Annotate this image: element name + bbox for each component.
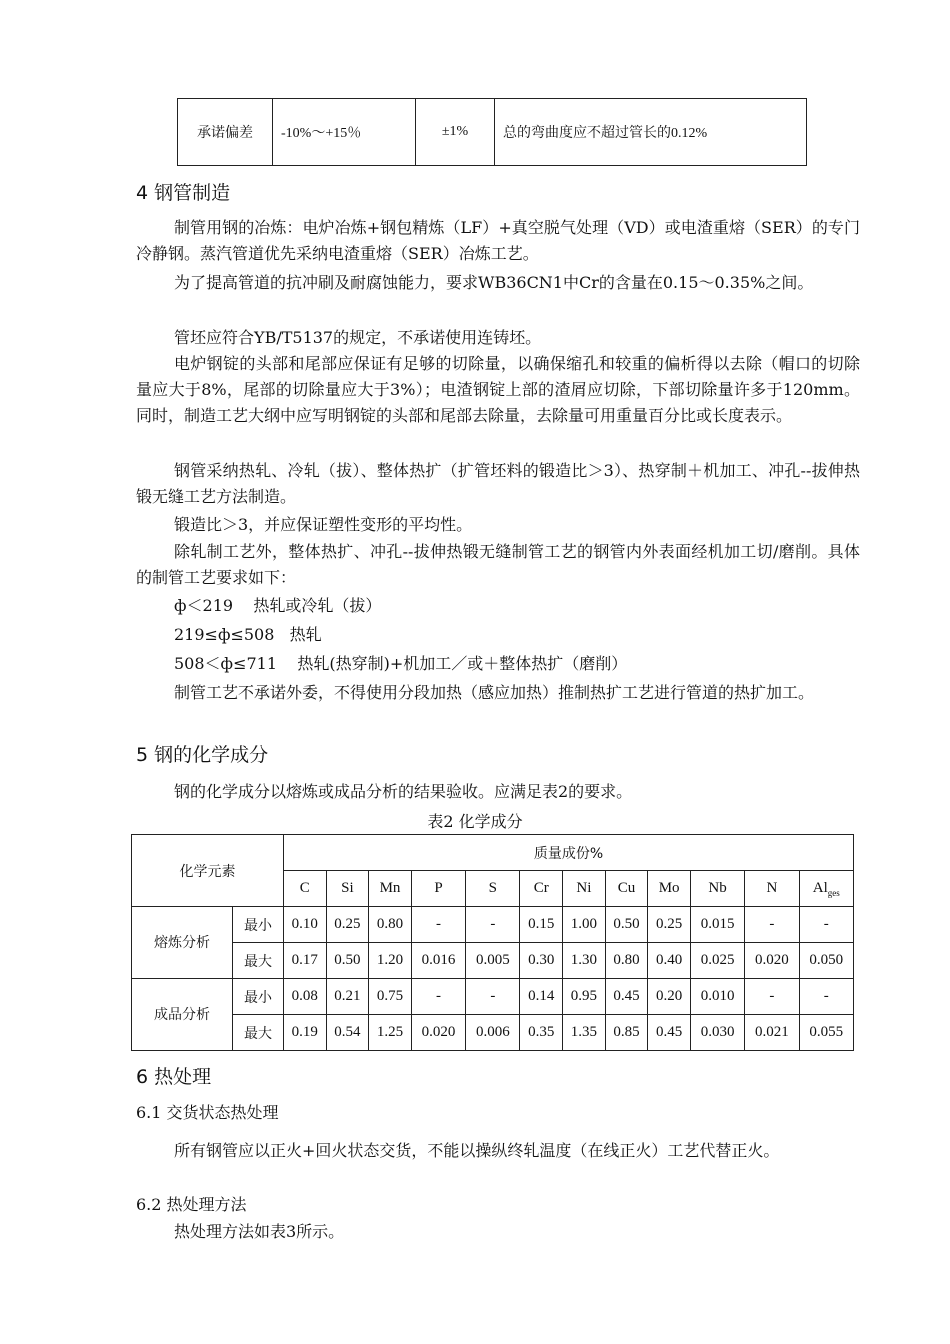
table-cell: 0.54 — [326, 1015, 369, 1051]
table-cell: 0.005 — [466, 943, 520, 979]
list-item: 219≤ф≤508 热轧 — [174, 625, 322, 644]
row-label: 最小 — [233, 907, 284, 943]
table-row — [178, 99, 807, 166]
paragraph: 电炉钢锭的头部和尾部应保证有足够的切除量，以确保缩孔和较重的偏析得以去除（帽口的切除量应大于8%，尾部的切除量应大于3%）；电渣钢锭上部的渣屑应切除，下部切除量许多于120mm。同时，制造工艺大纲中应写明钢锭的头部和尾部去除量，去除量可用重量百分比或长度表示。 — [136, 354, 860, 425]
paragraph: 锻造比＞3，并应保证塑性变形的平均性。 — [174, 515, 473, 534]
table-cell: 0.14 — [520, 979, 563, 1015]
table-cell: 0.050 — [799, 943, 853, 979]
analysis-group-label: 成品分析 — [132, 979, 233, 1051]
table-header-cell: Mn — [369, 871, 412, 907]
analysis-group-label: 熔炼分析 — [132, 907, 233, 979]
table-header-cell: Nb — [690, 871, 744, 907]
table-cell: 0.50 — [326, 943, 369, 979]
table-header-cell: S — [466, 871, 520, 907]
table-cell: - — [799, 907, 853, 943]
table-cell: - — [745, 907, 799, 943]
table-body — [132, 907, 854, 1051]
paragraph: 所有钢管应以正火+回火状态交货，不能以操纵终轧温度（在线正火）工艺代替正火。 — [174, 1141, 780, 1160]
table-cell: 0.020 — [411, 1015, 465, 1051]
table-cell: 0.35 — [520, 1015, 563, 1051]
table-cell: 0.30 — [520, 943, 563, 979]
table-cell: 1.30 — [563, 943, 606, 979]
table-cell: 0.025 — [690, 943, 744, 979]
row-label: 最小 — [233, 979, 284, 1015]
table-cell: - — [466, 979, 520, 1015]
table-cell: 1.20 — [369, 943, 412, 979]
paragraph: 钢管采纳热轧、冷轧（拔）、整体热扩（扩管坯料的锻造比＞3）、热穿制＋机加工、冲孔--拔伸热锻无缝工艺方法制造。 — [136, 461, 860, 506]
tolerance-table — [177, 98, 807, 166]
table-header-corner: 化学元素 — [132, 835, 284, 907]
table-cell: 1.00 — [563, 907, 606, 943]
table-cell: 0.17 — [284, 943, 327, 979]
table-cell: 0.25 — [326, 907, 369, 943]
element-al: Al — [812, 879, 828, 896]
table-cell: - — [411, 979, 465, 1015]
chemical-composition-table — [131, 834, 854, 1051]
table-caption: 表2 化学成分 — [427, 812, 523, 831]
list-item: ф＜219 热轧或冷轧（拔） — [174, 596, 382, 615]
table-cell: - — [411, 907, 465, 943]
section-heading: 6 热处理 — [136, 1066, 212, 1088]
paragraph: 除轧制工艺外，整体热扩、冲孔--拔伸热锻无缝制管工艺的钢管内外表面经机加工切/磨削。具体的制管工艺要求如下： — [136, 542, 860, 587]
table-header-cell: Cr — [520, 871, 563, 907]
table-cell: - — [745, 979, 799, 1015]
table-cell: 0.08 — [284, 979, 327, 1015]
table-header-cell: Si — [326, 871, 369, 907]
table-row — [132, 907, 854, 943]
table-cell: 0.25 — [648, 907, 691, 943]
table-cell: 0.80 — [605, 943, 648, 979]
paragraph: 钢的化学成分以熔炼或成品分析的结果验收。应满足表2的要求。 — [174, 782, 633, 801]
section-heading: 5 钢的化学成分 — [136, 744, 269, 766]
table-cell: 0.50 — [605, 907, 648, 943]
row-label: 最大 — [233, 943, 284, 979]
table-row — [132, 943, 854, 979]
table-cell: 0.75 — [369, 979, 412, 1015]
paragraph: 制管工艺不承诺外委，不得使用分段加热（感应加热）推制热扩工艺进行管道的热扩加工。 — [174, 683, 815, 702]
table-header-cell: Mo — [648, 871, 691, 907]
table-cell: 0.15 — [520, 907, 563, 943]
table-cell: 0.40 — [648, 943, 691, 979]
table-cell: 0.016 — [411, 943, 465, 979]
table-cell: 0.21 — [326, 979, 369, 1015]
table-header-mass: 质量成份% — [284, 835, 854, 871]
table-cell: 0.10 — [284, 907, 327, 943]
table-cell: ±1% — [416, 99, 495, 166]
table-header-cell: N — [745, 871, 799, 907]
table-cell: 0.19 — [284, 1015, 327, 1051]
table-cell: 0.80 — [369, 907, 412, 943]
table-cell: 1.25 — [369, 1015, 412, 1051]
table-row — [132, 979, 854, 1015]
table-row — [132, 835, 854, 871]
table-header-cell: C — [284, 871, 327, 907]
table-cell: 0.030 — [690, 1015, 744, 1051]
list-item: 508＜ф≤711 热轧(热穿制)+机加工／或＋整体热扩（磨削） — [174, 654, 628, 673]
table-cell: 0.20 — [648, 979, 691, 1015]
table-cell: 承诺偏差 — [178, 99, 273, 166]
subsection-heading: 6.1 交货状态热处理 — [136, 1103, 279, 1122]
table-cell: 0.010 — [690, 979, 744, 1015]
table-cell: 0.95 — [563, 979, 606, 1015]
table-cell: -10%～+15％ — [273, 99, 416, 166]
table-cell: 0.45 — [605, 979, 648, 1015]
table-cell: 0.020 — [745, 943, 799, 979]
table-header-cell: Cu — [605, 871, 648, 907]
table-cell: - — [799, 979, 853, 1015]
table-cell: 0.015 — [690, 907, 744, 943]
section-heading: 4 钢管制造 — [136, 182, 231, 204]
table-row — [132, 1015, 854, 1051]
table-header-cell — [799, 871, 853, 907]
paragraph: 管坯应符合YB/T5137的规定，不承诺使用连铸坯。 — [174, 328, 542, 347]
table-header-cell: Ni — [563, 871, 606, 907]
table-cell: 总的弯曲度应不超过管长的0.12% — [495, 99, 807, 166]
table-cell: 0.055 — [799, 1015, 853, 1051]
table-cell: 0.021 — [745, 1015, 799, 1051]
table-cell: - — [466, 907, 520, 943]
paragraph: 制管用钢的冶炼：电炉冶炼+钢包精炼（LF）+真空脱气处理（VD）或电渣重熔（SER）的专门冷静钢。蒸汽管道优先采纳电渣重熔（SER）冶炼工艺。 — [136, 218, 860, 263]
subsection-heading: 6.2 热处理方法 — [136, 1195, 247, 1214]
table-header-cell: P — [411, 871, 465, 907]
table-cell: 0.45 — [648, 1015, 691, 1051]
paragraph: 热处理方法如表3所示。 — [174, 1222, 345, 1241]
element-al-subscript: ges — [827, 887, 840, 898]
table-cell: 0.85 — [605, 1015, 648, 1051]
row-label: 最大 — [233, 1015, 284, 1051]
table-cell: 0.006 — [466, 1015, 520, 1051]
table-cell: 1.35 — [563, 1015, 606, 1051]
paragraph: 为了提高管道的抗冲刷及耐腐蚀能力，要求WB36CN1中Cr的含量在0.15～0.35%之间。 — [174, 273, 814, 292]
